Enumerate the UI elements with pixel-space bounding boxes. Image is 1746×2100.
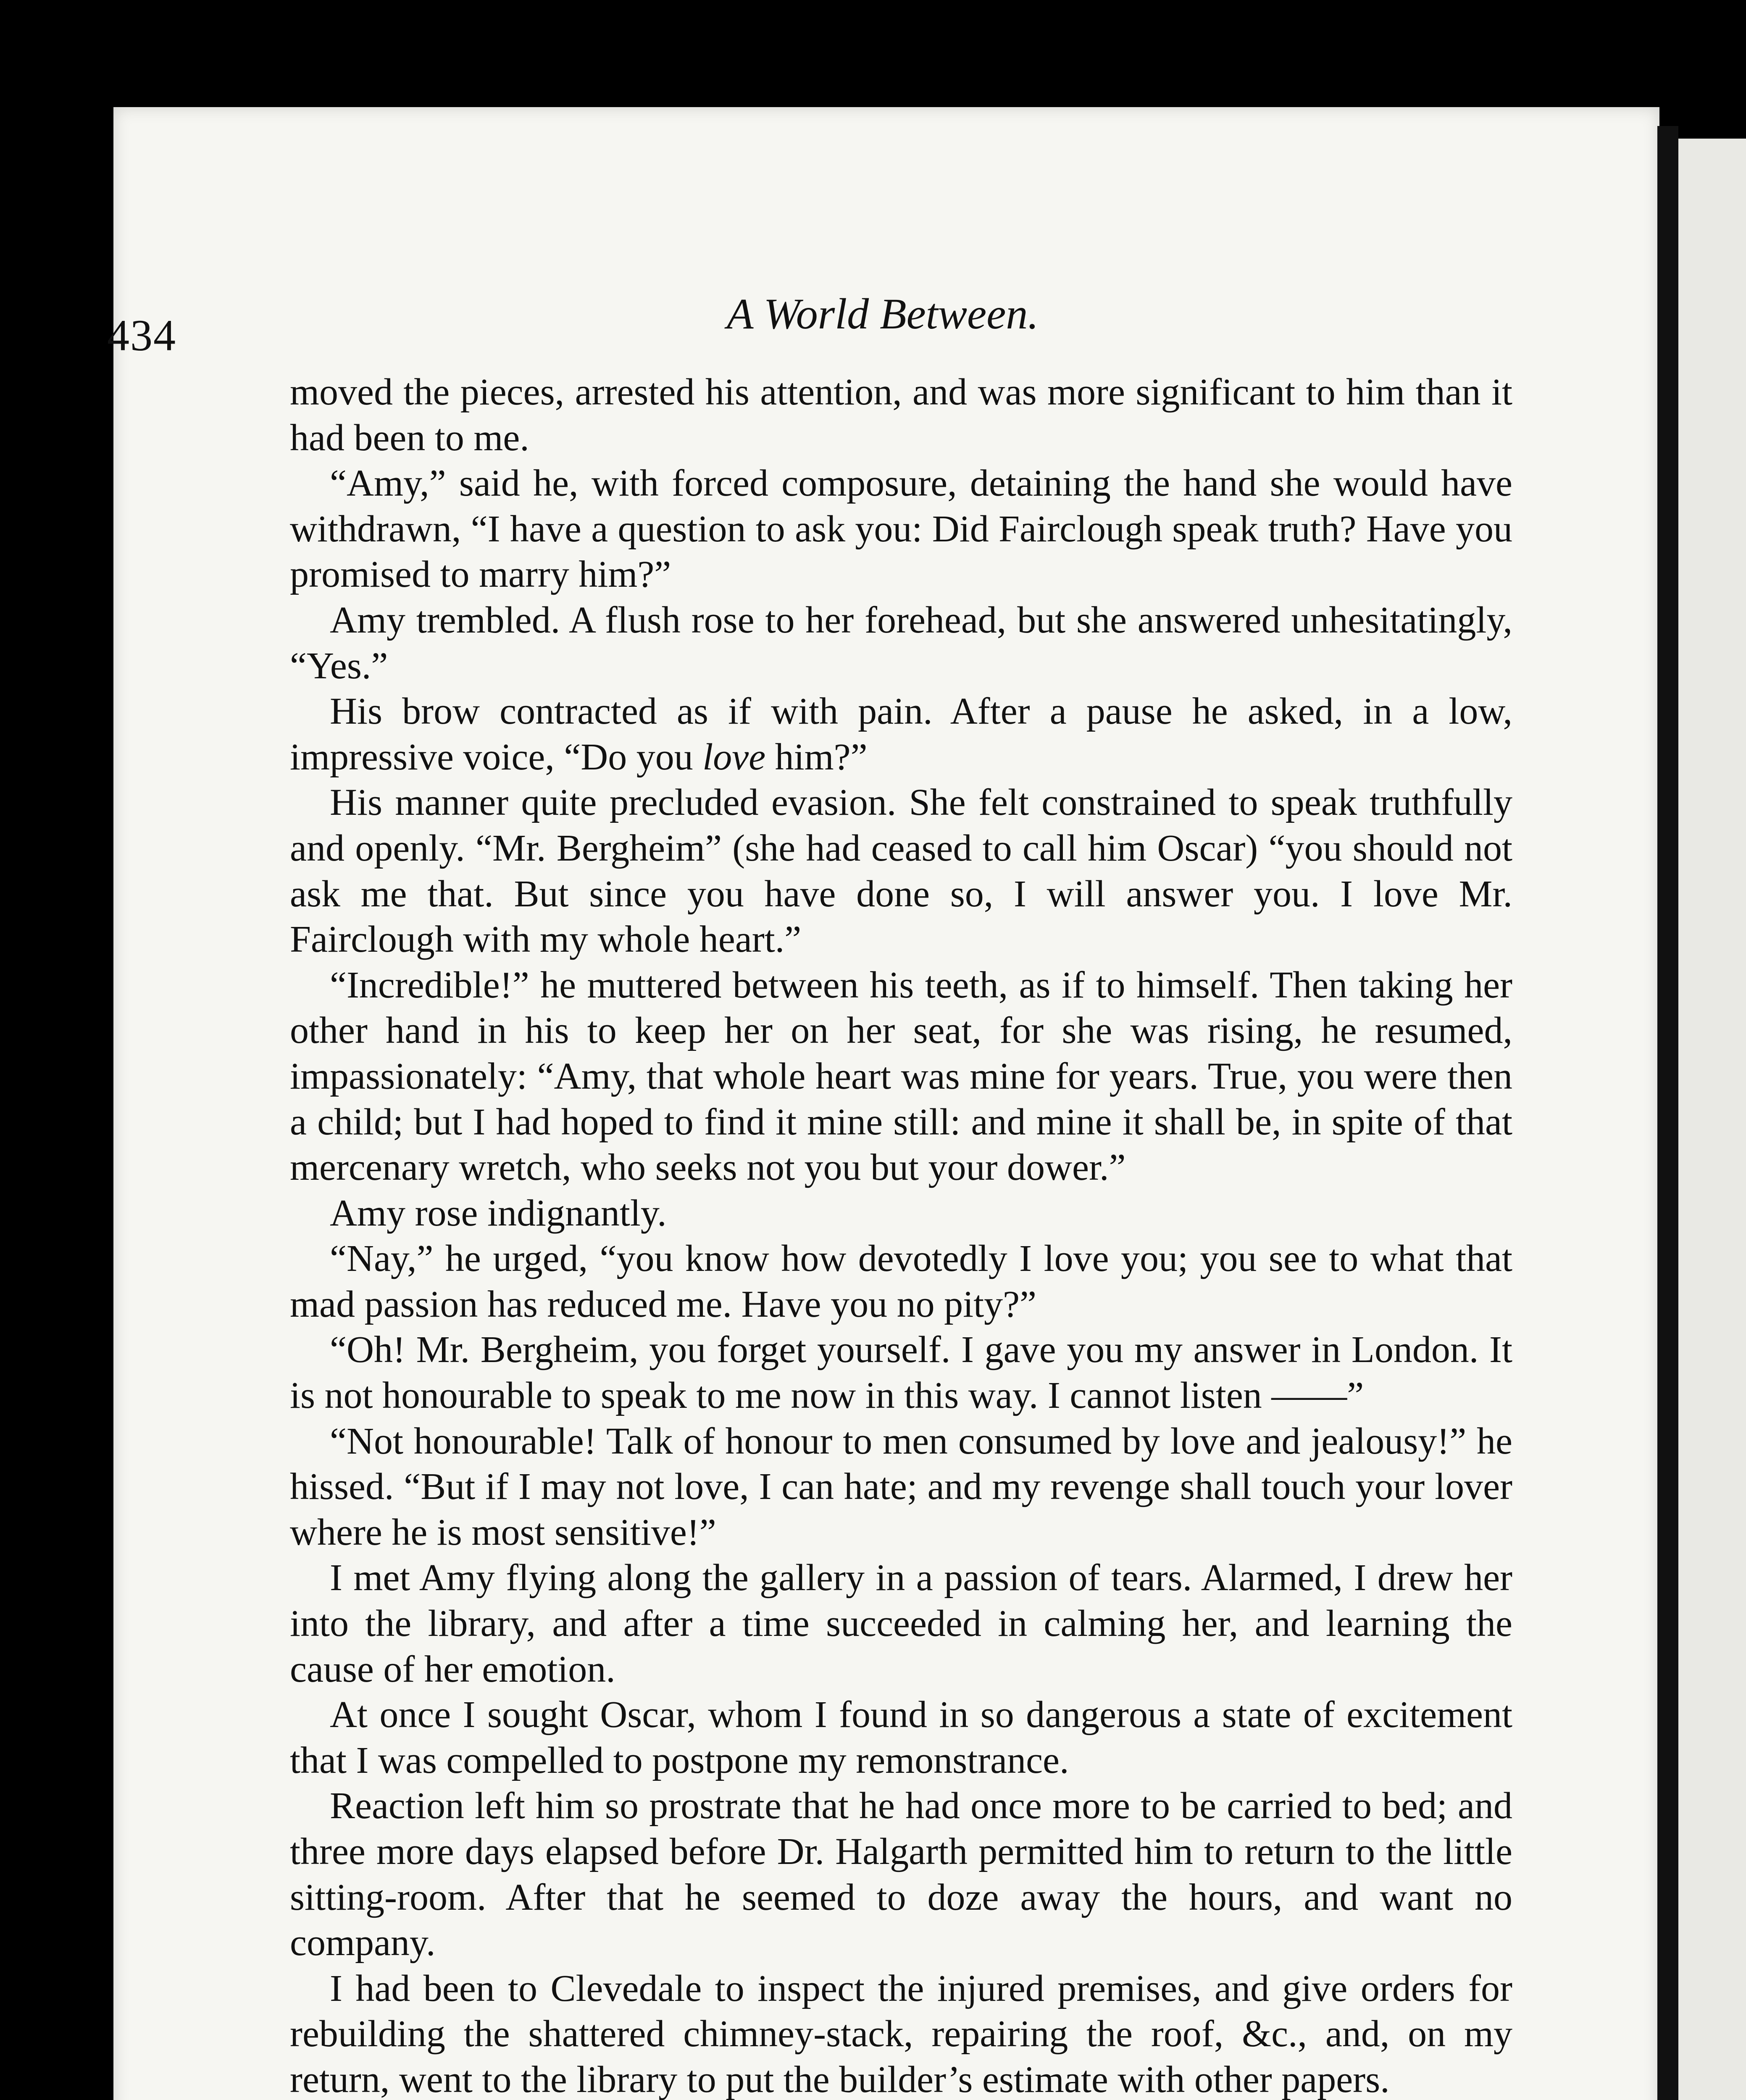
paragraph-text: His brow contracted as if with pain. After a pause he asked, in a low, impressive voice, “Do you bbox=[290, 690, 1512, 778]
paragraph bbox=[290, 461, 1512, 598]
paragraph-text: I met Amy flying along the gallery in a passion of tears. Alarmed, I drew her into the library, and after a time succeeded in calming her, and learning the cause of her emotion. bbox=[290, 1557, 1512, 1690]
paragraph bbox=[290, 598, 1512, 689]
paragraph-text: Amy rose indignantly. bbox=[330, 1192, 667, 1234]
page-number: 434 bbox=[107, 311, 176, 360]
paragraph bbox=[290, 1966, 1512, 2100]
emphasis-text: love bbox=[702, 736, 766, 778]
paragraph-text: “Incredible!” he muttered between his teeth, as if to himself. Then taking her other hand in his to keep her on her seat, for she was rising, he resumed, impassionately: “Amy, that whole heart was mine for years. True, you were then a child; but I had hoped to find it mine still: and mine it shall be, in spite of that mercenary wretch, who seeks not you but your dower.” bbox=[290, 964, 1512, 1189]
paragraph-text: “Amy,” said he, with forced composure, detaining the hand she would have withdrawn, “I have a question to ask you: Did Fairclough speak truth? Have you promised to marry him?” bbox=[290, 462, 1512, 596]
paragraph bbox=[290, 780, 1512, 962]
paragraph-text: His manner quite precluded evasion. She felt constrained to speak truthfully and openly. “Mr. Bergheim” (she had ceased to call him Oscar) “you should not ask me that. But since you have done so, I will answer you. I love Mr. Fairclough with my whole heart.” bbox=[290, 782, 1512, 961]
paragraph bbox=[290, 1191, 1512, 1236]
paragraph bbox=[290, 1236, 1512, 1327]
paragraph-text: “Not honourable! Talk of honour to men consumed by love and jealousy!” he hissed. “But if I may not love, I can hate; and my revenge shall touch your lover where he is most sensitive!” bbox=[290, 1420, 1512, 1553]
paragraph bbox=[290, 1327, 1512, 1418]
paragraph bbox=[290, 370, 1512, 461]
paragraph bbox=[290, 1555, 1512, 1692]
paragraph-text: “Oh! Mr. Bergheim, you forget yourself. I gave you my answer in London. It is not honourable to speak to me now in this way. I cannot listen ——” bbox=[290, 1329, 1512, 1417]
paragraph-text: moved the pieces, arrested his attention, and was more significant to him than it had been to me. bbox=[290, 371, 1512, 459]
paragraph-text: Reaction left him so prostrate that he had once more to be carried to bed; and three more days elapsed before Dr. Halgarth permitted him to return to the little sitting-room. After that he seemed to doze away the hours, and want no company. bbox=[290, 1785, 1512, 1964]
paragraph-text: Amy trembled. A flush rose to her forehead, but she answered unhesitatingly, “Yes.” bbox=[290, 599, 1512, 687]
body-text bbox=[290, 370, 1512, 2100]
paragraph bbox=[290, 1783, 1512, 1966]
paragraph bbox=[290, 1692, 1512, 1783]
page-gutter-shadow bbox=[1657, 126, 1678, 2100]
paragraph-text: “Nay,” he urged, “you know how devotedly I love you; you see to what that mad passion has reduced me. Have you no pity?” bbox=[290, 1238, 1512, 1325]
paragraph-text: him?” bbox=[765, 736, 868, 778]
paragraph-text: I had been to Clevedale to inspect the injured premises, and give orders for rebuilding the shattered chimney-stack, repairing the roof, &c., and, on my return, went to the library to put the builder’s estimate with other papers. bbox=[290, 1967, 1512, 2100]
paragraph bbox=[290, 963, 1512, 1191]
running-head-title: A World Between. bbox=[727, 290, 1039, 338]
paragraph-text: At once I sought Oscar, whom I found in so dangerous a state of excitement that I was compelled to postpone my remonstrance. bbox=[290, 1694, 1512, 1781]
facing-page-edge bbox=[1678, 139, 1746, 2100]
paragraph bbox=[290, 1419, 1512, 1556]
paragraph bbox=[290, 689, 1512, 780]
